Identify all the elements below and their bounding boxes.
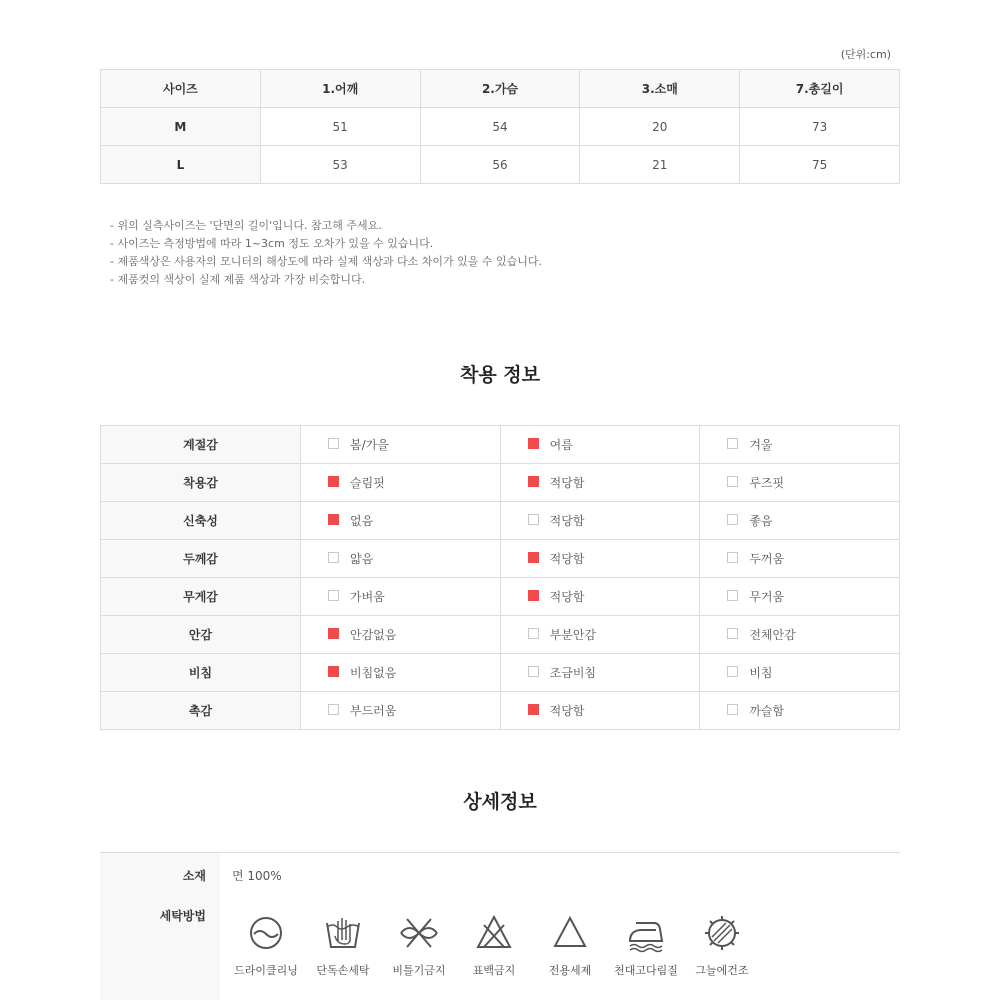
care-label: 그늘에건조 — [695, 964, 749, 977]
fit-row-label: 계절감 — [101, 426, 301, 464]
fit-option-label: 적당함 — [549, 704, 585, 718]
checked-checkbox — [528, 704, 539, 715]
fit-option-label: 안감없음 — [350, 628, 397, 642]
shade-dry-item — [682, 913, 762, 978]
checked-checkbox — [528, 476, 539, 487]
fit-option-label: 여름 — [549, 438, 573, 452]
hand-wash-icon — [323, 913, 363, 953]
value-cell: 21 — [580, 146, 740, 184]
unit-label: (단위:cm) — [840, 48, 891, 61]
checked-checkbox — [528, 438, 539, 449]
no-bleach-icon — [474, 913, 514, 953]
value-cell: 73 — [740, 108, 900, 146]
fit-row-label: 비침 — [101, 654, 301, 692]
no-wring-item — [379, 913, 459, 978]
fit-option-label: 부분안감 — [549, 628, 597, 642]
value-cell: 75 — [740, 146, 900, 184]
note-item: - 위의 실측사이즈는 '단면의 길이'입니다. 참고해 주세요. — [110, 219, 382, 232]
unchecked-checkbox — [727, 514, 738, 525]
header-cell: 2.가슴 — [420, 70, 580, 108]
fit-row-label: 무게감 — [101, 578, 301, 616]
care-label: 단독손세탁 — [316, 964, 370, 977]
fit-option-label: 비침 — [749, 666, 773, 680]
value-cell: 51 — [260, 108, 420, 146]
fit-row — [101, 540, 900, 578]
fit-row-label: 촉감 — [101, 692, 301, 730]
care-label: 비틀기금지 — [392, 964, 446, 977]
header-cell: 1.어깨 — [260, 70, 420, 108]
fit-option — [301, 578, 501, 616]
bleach-icon — [550, 913, 590, 953]
detail-info — [100, 852, 900, 1000]
fit-row — [101, 654, 900, 692]
fit-option — [700, 616, 900, 654]
detail-info-title: 상세정보 — [463, 791, 537, 813]
fit-option-label: 좋음 — [749, 514, 773, 528]
fit-option-label: 적당함 — [549, 514, 585, 528]
dry-clean-item — [226, 913, 306, 978]
unchecked-checkbox — [328, 590, 339, 601]
fit-option-label: 얇음 — [350, 552, 374, 566]
fit-option-label: 없음 — [350, 514, 374, 528]
unchecked-checkbox — [727, 476, 738, 487]
fit-option-label: 두꺼움 — [749, 552, 785, 566]
checked-checkbox — [328, 666, 339, 677]
unchecked-checkbox — [727, 628, 738, 639]
bleach-item — [530, 913, 610, 978]
unchecked-checkbox — [727, 438, 738, 449]
unchecked-checkbox — [727, 704, 738, 715]
fit-option-label: 까슬함 — [749, 704, 785, 718]
note-item: - 제품컷의 색상이 실제 제품 색상과 가장 비슷합니다. — [110, 273, 366, 286]
fit-option — [301, 540, 501, 578]
care-label: 드라이클리닝 — [234, 964, 298, 977]
fit-row-label: 신축성 — [101, 502, 301, 540]
fit-row — [101, 426, 900, 464]
fit-option-label: 가벼움 — [350, 590, 385, 604]
fit-option — [301, 464, 501, 502]
care-label: 천대고다림질 — [614, 964, 678, 977]
hand-wash-item — [303, 913, 383, 978]
fit-option — [700, 426, 900, 464]
fit-row-label: 착용감 — [101, 464, 301, 502]
fit-option — [700, 654, 900, 692]
unchecked-checkbox — [727, 552, 738, 563]
fit-option — [301, 426, 501, 464]
fit-option — [500, 464, 700, 502]
unchecked-checkbox — [727, 666, 738, 677]
fit-option — [700, 692, 900, 730]
fit-option — [700, 464, 900, 502]
material-value: 면 100% — [232, 869, 282, 883]
fit-row — [101, 502, 900, 540]
unchecked-checkbox — [328, 552, 339, 563]
size-table — [100, 69, 900, 184]
checked-checkbox — [328, 476, 339, 487]
value-cell: 53 — [260, 146, 420, 184]
fit-row-label: 안감 — [101, 616, 301, 654]
unchecked-checkbox — [328, 704, 339, 715]
fit-option-label: 적당함 — [549, 590, 585, 604]
fit-option-label: 루즈핏 — [749, 476, 785, 490]
size-table-header-row — [101, 70, 900, 108]
detail-label-column — [100, 853, 220, 1000]
header-cell: 사이즈 — [101, 70, 261, 108]
value-cell: 56 — [420, 146, 580, 184]
note-item: - 제품색상은 사용자의 모니터의 해상도에 따라 실제 색상과 다소 차이가 있을 수 있습니다. — [110, 255, 542, 268]
checked-checkbox — [528, 552, 539, 563]
material-label: 소재 — [182, 869, 206, 883]
checked-checkbox — [528, 590, 539, 601]
wash-method-label: 세탁방법 — [159, 909, 206, 923]
fit-option — [301, 692, 501, 730]
fit-row — [101, 692, 900, 730]
no-bleach-item — [454, 913, 534, 978]
fit-option — [500, 654, 700, 692]
header-cell: 7.총길이 — [740, 70, 900, 108]
fit-row-label: 두께감 — [101, 540, 301, 578]
shade-dry-icon — [702, 913, 742, 953]
unchecked-checkbox — [528, 666, 539, 677]
no-wring-icon — [399, 913, 439, 953]
header-cell: 3.소매 — [580, 70, 740, 108]
fit-option — [500, 540, 700, 578]
fit-option — [301, 654, 501, 692]
care-label: 전용세제 — [548, 964, 592, 977]
fit-option — [500, 692, 700, 730]
fit-option-label: 부드러움 — [350, 704, 397, 718]
fit-option-label: 슬림핏 — [350, 476, 385, 490]
fit-option — [500, 502, 700, 540]
fit-option — [301, 616, 501, 654]
unchecked-checkbox — [727, 590, 738, 601]
value-cell: 54 — [420, 108, 580, 146]
size-cell: L — [101, 146, 261, 184]
fit-option — [700, 540, 900, 578]
iron-item — [606, 913, 686, 978]
note-item: - 사이즈는 측정방법에 따라 1~3cm 정도 오차가 있을 수 있습니다. — [110, 237, 434, 250]
dry-clean-icon — [246, 913, 286, 953]
checked-checkbox — [328, 514, 339, 525]
fit-option — [500, 426, 700, 464]
size-cell: M — [101, 108, 261, 146]
fit-option-label: 전체안감 — [749, 628, 796, 642]
fit-option-label: 적당함 — [549, 552, 585, 566]
fit-row — [101, 616, 900, 654]
fit-option-label: 적당함 — [549, 476, 585, 490]
fit-option — [301, 502, 501, 540]
fit-row — [101, 578, 900, 616]
unchecked-checkbox — [528, 514, 539, 525]
fit-info-title: 착용 정보 — [459, 364, 541, 386]
value-cell: 20 — [580, 108, 740, 146]
fit-option-label: 조금비침 — [549, 666, 597, 680]
table-row — [101, 108, 900, 146]
fit-option — [500, 616, 700, 654]
fit-option — [700, 578, 900, 616]
table-row — [101, 146, 900, 184]
fit-option — [500, 578, 700, 616]
fit-option-label: 비침없음 — [350, 666, 397, 680]
fit-option-label: 봄/가을 — [350, 438, 389, 452]
fit-info-table — [100, 425, 900, 730]
fit-row — [101, 464, 900, 502]
fit-option — [700, 502, 900, 540]
unchecked-checkbox — [528, 628, 539, 639]
unchecked-checkbox — [328, 438, 339, 449]
fit-option-label: 무거움 — [749, 590, 785, 604]
care-label: 표백금지 — [472, 964, 516, 977]
iron-icon — [626, 913, 666, 953]
fit-option-label: 겨울 — [749, 438, 773, 452]
size-notes — [110, 217, 542, 289]
checked-checkbox — [328, 628, 339, 639]
